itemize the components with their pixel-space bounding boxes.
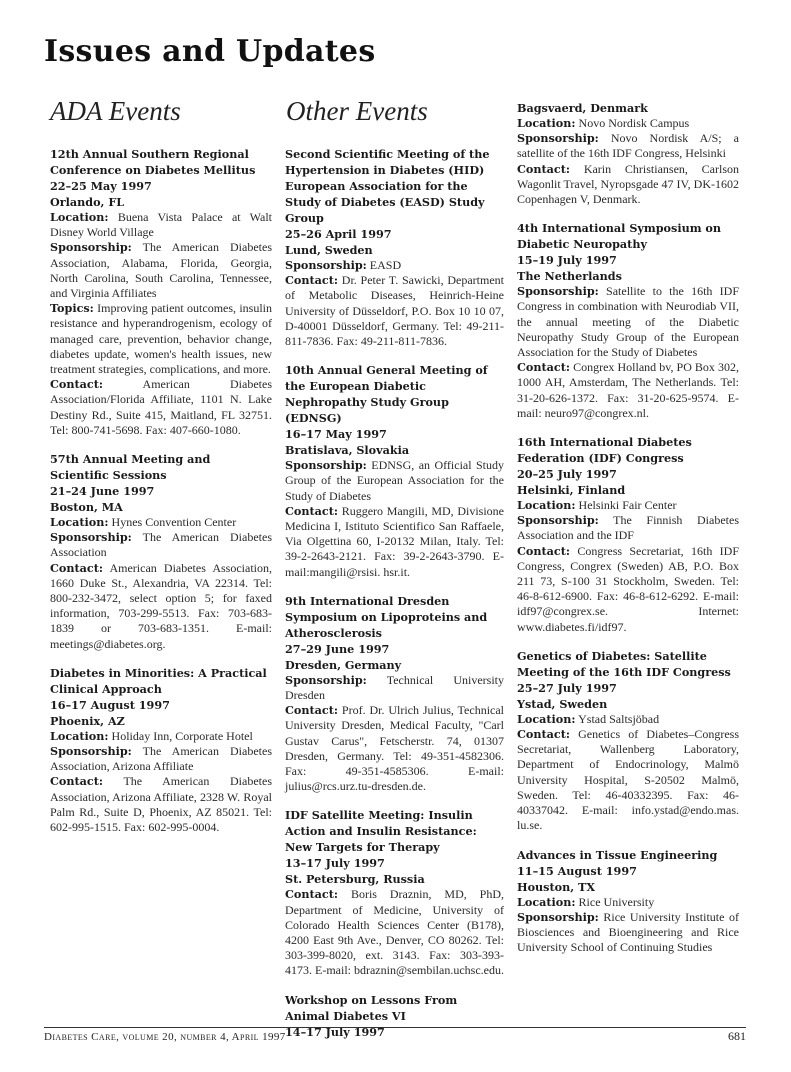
event-field — [517, 162, 739, 208]
event-field — [517, 727, 739, 833]
event-date: 16–17 August 1997 — [50, 697, 170, 712]
event-field-text: American Diabetes Association, 1660 Duke St., Alexandria, VA 22314. Tel: 800-232-3472, select option 5; for faxed information, 703-299-5513. Fax: 703-683-1839 or 703-683-1351. E-mail: meetings@diabetes.org. — [50, 560, 272, 651]
event-field-label: Contact: — [517, 727, 571, 742]
event-field-text: Rice University — [578, 894, 655, 909]
event-field-label: Sponsorship: — [517, 131, 599, 146]
event-place: Lund, Sweden — [285, 243, 373, 257]
event-field-label: Contact: — [517, 543, 571, 558]
other-events-heading: Other Events — [286, 96, 428, 126]
other-events-column-1 — [285, 146, 505, 1039]
event-field-label: Location: — [517, 116, 576, 130]
other-events-column-2 — [517, 100, 739, 1024]
event-field-label: Location: — [517, 498, 576, 513]
event-field-text: EASD — [369, 258, 402, 272]
event-field-label: Sponsorship: — [285, 258, 367, 272]
event-field — [285, 458, 504, 504]
event-field-label: Location: — [50, 728, 109, 743]
event-field — [517, 910, 739, 956]
event-field-text: The American Diabetes Association, Alabama, Florida, Georgia, North Carolina, South Carolina, Tennessee, and Virginia Affiliates — [50, 240, 272, 301]
event-date: 11–15 August 1997 — [517, 863, 637, 878]
event-title: Second Scientific Meeting of the Hypertension in Diabetes (HID) European Association for the Study of Diabetes (EASD) Study Group — [285, 147, 490, 225]
event-date: 20–25 July 1997 — [517, 467, 617, 482]
event-field-text: Novo Nordisk Campus — [578, 116, 690, 130]
event-field — [517, 712, 739, 727]
event-date: 25–26 April 1997 — [285, 227, 392, 241]
event-field-text: Holiday Inn, Corporate Hotel — [111, 728, 253, 743]
event-field-label: Contact: — [50, 377, 104, 392]
event-listing — [285, 807, 504, 978]
event-field-text: Rice University Institute of Biosciences and Bioengineering and Rice University School of Continuing Studies — [517, 909, 739, 955]
event-field — [50, 240, 272, 301]
event-title: 57th Annual Meeting and Scientific Sessions — [50, 452, 211, 483]
event-title: 12th Annual Southern Regional Conference on Diabetes Mellitus — [50, 147, 256, 177]
event-field — [50, 530, 272, 560]
event-listing — [517, 434, 739, 635]
event-listing — [517, 648, 739, 834]
event-field-text: The Finnish Diabetes Association and the IDF — [517, 513, 739, 543]
event-field-label: Sponsorship: — [517, 284, 599, 299]
event-field-label: Location: — [517, 894, 576, 909]
event-field — [517, 895, 739, 910]
event-field-text: Improving patient outcomes, insulin resistance and hyperandrogenism, ecology of managed care, prevention, behavior change, diabetes update, women's health issues, new treatment strategies, complications, and more. — [50, 301, 272, 377]
event-field-label: Sponsorship: — [50, 530, 132, 545]
event-place: Ystad, Sweden — [517, 696, 608, 711]
event-date: 15–19 July 1997 — [517, 253, 617, 268]
event-field-label: Location: — [50, 210, 109, 224]
event-field-text: Novo Nordisk A/S; a satellite of the 16th IDF Congress, Helsinki — [517, 131, 739, 161]
event-title: Genetics of Diabetes: Satellite Meeting of the 16th IDF Congress — [517, 648, 731, 679]
event-field-text: Ruggero Mangili, MD, Divisione Medicina I, Istituto Scientifico San Raffaele, Via Olgettina 60, I-20132 Milan, Italy. Tel: 39-2-2643-2121. Fax: 39-2-2643-3790. E-mail:mangili@rsisi. hsr.it. — [285, 503, 505, 579]
event-title: Diabetes in Minorities: A Practical Clinical Approach — [50, 665, 267, 696]
event-field — [285, 258, 504, 273]
event-field-label: Contact: — [285, 703, 339, 718]
event-title: 10th Annual General Meeting of the European Diabetic Nephropathy Study Group (EDNSG) — [285, 363, 488, 426]
event-field-label: Contact: — [50, 560, 104, 575]
event-field — [50, 561, 272, 652]
event-field — [285, 273, 504, 349]
event-place: Helsinki, Finland — [517, 483, 626, 498]
event-field-text: American Diabetes Association/Florida Affiliate, 1101 N. Lake Destiny Rd., Suite 415, Maitland, FL 32751. Tel: 800-741-5698. Fax: 407-660-1080. — [50, 377, 273, 437]
footer-rule — [44, 1027, 746, 1028]
event-field-label: Sponsorship: — [285, 458, 367, 473]
event-field — [517, 131, 739, 161]
event-place: Houston, TX — [517, 879, 596, 894]
event-field-label: Sponsorship: — [50, 240, 132, 255]
event-field — [50, 377, 272, 438]
event-field-text: Boris Draznin, MD, PhD, Department of Medicine, University of Colorado Health Sciences Center (B178), 4200 East 9th Ave., Denver, CO 80262. Tel: 303-399-8020, ext. 3143. Fax: 303-393-4173. E-mail: bdraznin@sembilan.uchsc.edu. — [285, 887, 505, 978]
event-field-label: Contact: — [517, 161, 571, 176]
event-title: 16th International Diabetes Federation (IDF) Congress — [517, 435, 692, 466]
event-listing — [50, 451, 272, 652]
event-field — [517, 513, 739, 543]
event-field-text: Genetics of Diabetes–Congress Secretariat, Wallenberg Laboratory, Department of Endocrinology, Malmö University Hospital, S-20502 Malmö, Sweden. Tel: 46-40332395. Fax: 46-40337042. E-mail: info.ystad@endo.mas. lu.se. — [517, 727, 739, 833]
event-title: 9th International Dresden Symposium on Lipoproteins and Atherosclerosis — [285, 593, 488, 640]
event-field — [285, 703, 504, 794]
event-listing — [285, 362, 504, 580]
event-date: 25–27 July 1997 — [517, 680, 617, 695]
event-listing — [517, 847, 739, 956]
event-field-text: Technical University Dresden — [285, 672, 504, 703]
event-field — [50, 744, 272, 774]
event-date: 13–17 July 1997 — [285, 856, 385, 871]
event-field-label: Contact: — [50, 774, 104, 789]
ada-events-column — [50, 146, 272, 1024]
event-field — [517, 360, 739, 421]
event-field-text: Ystad Saltsjöbad — [578, 711, 660, 726]
event-field-text: Congress Secretariat, 16th IDF Congress, Congrex (Sweden) AB, P.O. Box 211 73, S-100 31 Stockholm, Sweden. Tel: 46-8-612-6900. Fax: 46-8-612-6292. E-mail: idf97@congrex.se. Internet: www.diabetes.fi/idf97. — [517, 543, 740, 634]
event-field — [517, 544, 739, 635]
event-place: The Netherlands — [517, 269, 622, 284]
event-field — [517, 284, 739, 360]
event-field — [285, 673, 504, 703]
footer-page-number: 681 — [728, 1029, 746, 1043]
event-field-text: Karin Christiansen, Carlson Wagonlit Travel, Nyropsgade 47 IV, DK-1602 Copenhagen V, Denmark. — [517, 161, 740, 207]
event-date: 22–25 May 1997 — [50, 179, 152, 193]
event-field — [285, 504, 504, 580]
event-listing — [517, 100, 739, 207]
event-field — [50, 729, 272, 744]
event-field-text: The American Diabetes Association, Arizona Affiliate, 2328 W. Royal Palm Rd., Suite D, Phoenix, AZ 85021. Tel: 602-995-1515. Fax: 602-995-0004. — [50, 774, 272, 835]
event-date: 14–17 July 1997 — [285, 1024, 385, 1039]
event-field-text: The American Diabetes Association — [50, 530, 272, 560]
event-field — [50, 301, 272, 377]
event-field-text: Congrex Holland bv, PO Box 302, 1000 AH, Amsterdam, The Netherlands. Tel: 31-20-626-1372. Fax: 31-20-625-9574. E-mail: neuro97@congrex.nl. — [517, 360, 739, 420]
event-place: Phoenix, AZ — [50, 713, 125, 728]
event-place: St. Petersburg, Russia — [285, 872, 425, 887]
event-field-label: Location: — [50, 515, 109, 530]
event-title: 4th International Symposium on Diabetic Neuropathy — [517, 221, 722, 252]
event-field — [517, 116, 739, 131]
event-field-text: Prof. Dr. Ulrich Julius, Technical University Dresden, Medical Faculty, "Carl Gustav Carus", Fetscherstr. 74, 01307 Dresden, Germany. Tel: 49-351-4582306. Fax: 49-351-4585306. E-mail: julius@rcs.urz.tu-dresden.de. — [285, 703, 505, 794]
event-field-label: Contact: — [285, 273, 339, 288]
event-listing — [285, 593, 504, 795]
page-title: Issues and Updates — [44, 34, 376, 69]
event-field-label: Sponsorship: — [285, 672, 367, 687]
event-field-label: Topics: — [50, 301, 94, 316]
event-title: IDF Satellite Meeting: Insulin Action and Insulin Resistance: New Targets for Therapy — [285, 808, 477, 855]
event-date: 16–17 May 1997 — [285, 427, 387, 442]
event-place: Boston, MA — [50, 500, 123, 515]
event-listing — [517, 220, 739, 421]
event-field-label: Contact: — [285, 503, 339, 518]
event-listing — [50, 146, 272, 438]
event-field — [50, 210, 272, 240]
event-title: Workshop on Lessons From Animal Diabetes VI — [285, 992, 458, 1023]
event-field-text: The American Diabetes Association, Arizona Affiliate — [50, 744, 272, 774]
event-field-label: Contact: — [285, 887, 339, 902]
event-field-label: Contact: — [517, 360, 571, 375]
event-field-text: Buena Vista Palace at Walt Disney World Village — [50, 210, 273, 240]
event-place: Dresden, Germany — [285, 657, 402, 672]
event-listing — [285, 146, 504, 349]
ada-events-heading: ADA Events — [50, 96, 181, 126]
event-field-text: Dr. Peter T. Sawicki, Department of Metabolic Diseases, Heinrich-Heine University of Düsseldorf, P.O. Box 10 10 07, D-40001 Düsseldorf, Germany. Tel: 49-211-811-7836. Fax: 49-211-811-7836. — [285, 273, 505, 349]
event-listing — [50, 665, 272, 835]
event-field — [517, 498, 739, 513]
event-date: 21–24 June 1997 — [50, 484, 155, 499]
event-field — [50, 774, 272, 835]
event-field-label: Sponsorship: — [517, 513, 599, 528]
event-listing — [285, 992, 504, 1040]
event-date: 27–29 June 1997 — [285, 641, 390, 656]
event-field-label: Location: — [517, 711, 576, 726]
event-field-label: Sponsorship: — [517, 909, 599, 924]
event-field — [50, 515, 272, 530]
event-field-text: Satellite to the 16th IDF Congress in combination with Neurodiab VII, the annual meeting of the Diabetic Neuropathy Study Group of the European Association for the Study of Diabetes — [517, 284, 739, 360]
footer-journal-citation: Diabetes Care, volume 20, number 4, April 1997 — [44, 1031, 286, 1043]
event-place: Orlando, FL — [50, 195, 125, 209]
event-title: Advances in Tissue Engineering — [517, 847, 718, 862]
event-field-label: Sponsorship: — [50, 744, 132, 759]
event-field-text: Hynes Convention Center — [111, 515, 237, 530]
event-place: Bratislava, Slovakia — [285, 443, 410, 458]
event-field — [285, 887, 504, 978]
event-field-text: EDNSG, an Official Study Group of the European Association for the Study of Diabetes — [285, 458, 505, 503]
event-place: Bagsvaerd, Denmark — [517, 101, 648, 115]
event-field-text: Helsinki Fair Center — [578, 498, 677, 513]
